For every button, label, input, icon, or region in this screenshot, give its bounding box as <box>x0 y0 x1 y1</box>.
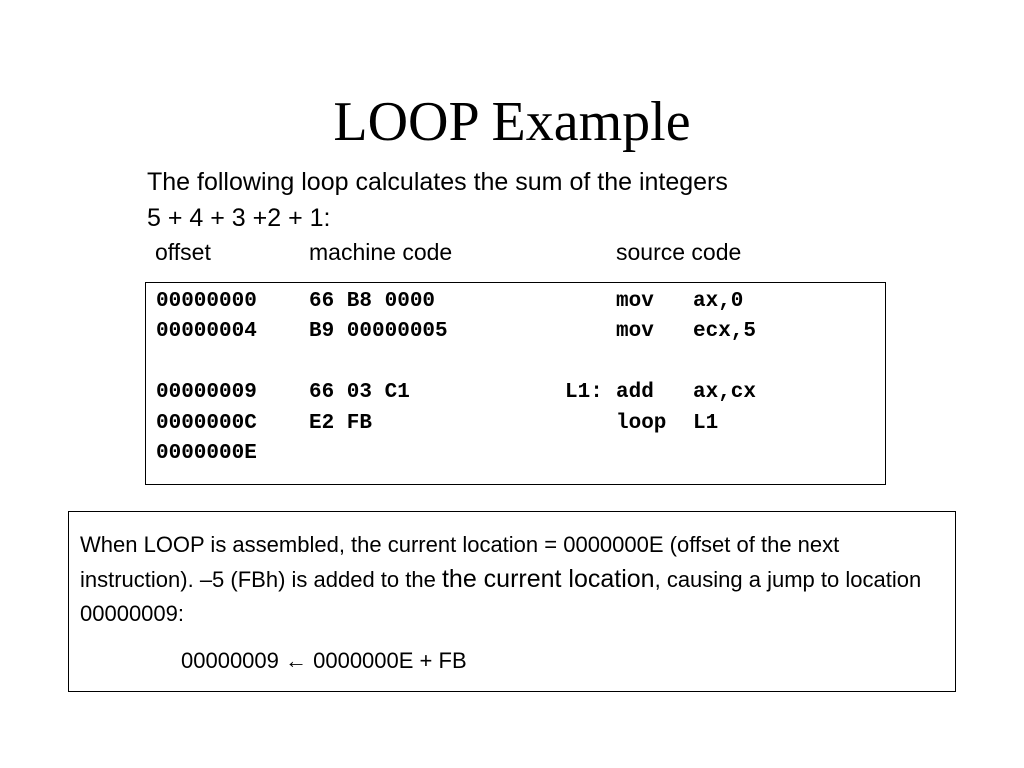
column-header-offset: offset <box>155 239 211 265</box>
code-operand: ecx,5 <box>693 320 757 343</box>
slide-title: LOOP Example <box>333 91 691 153</box>
code-offset: 00000000 <box>156 290 257 313</box>
code-operand: L1 <box>693 412 719 435</box>
code-offset: 00000009 <box>156 381 257 404</box>
code-mnemonic: loop <box>616 412 667 435</box>
intro-line-2: 5 + 4 + 3 +2 + 1: <box>147 204 331 232</box>
code-line <box>146 409 719 439</box>
column-header-source-code: source code <box>616 239 742 265</box>
explanation-box <box>68 511 956 692</box>
code-line-blank <box>146 347 196 377</box>
code-operand: ax,cx <box>693 381 757 404</box>
code-machine: E2 FB <box>309 412 373 435</box>
code-line <box>146 439 257 469</box>
explanation-part-2: , causing a jump to location 00000009: <box>80 567 922 626</box>
code-label: L1: <box>565 381 603 404</box>
code-mnemonic: mov <box>616 290 654 313</box>
code-line <box>146 317 757 347</box>
code-operand: ax,0 <box>693 290 744 313</box>
code-machine: 66 B8 0000 <box>309 290 436 313</box>
explanation-part-1: When LOOP is assembled, the current location = 0000000E (offset of the next instruction). –5 (FBh) is added to the <box>80 532 840 592</box>
code-line <box>146 287 744 317</box>
code-machine: B9 00000005 <box>309 320 448 343</box>
intro-text <box>147 164 728 236</box>
explanation-emphasis: the current location <box>441 565 655 593</box>
jump-formula: 00000009 ← 0000000E + FB <box>181 648 467 673</box>
intro-line-1: The following loop calculates the sum of the integers <box>147 168 728 196</box>
column-header-machine-code: machine code <box>309 239 453 265</box>
code-offset: 00000004 <box>156 320 257 343</box>
code-mnemonic: add <box>616 381 654 404</box>
code-mnemonic: mov <box>616 320 654 343</box>
code-listing <box>145 282 886 485</box>
code-offset: 0000000E <box>156 442 257 465</box>
code-machine: 66 03 C1 <box>309 381 410 404</box>
explanation-text <box>80 528 940 631</box>
code-offset: 0000000C <box>156 412 257 435</box>
code-line <box>146 378 757 408</box>
